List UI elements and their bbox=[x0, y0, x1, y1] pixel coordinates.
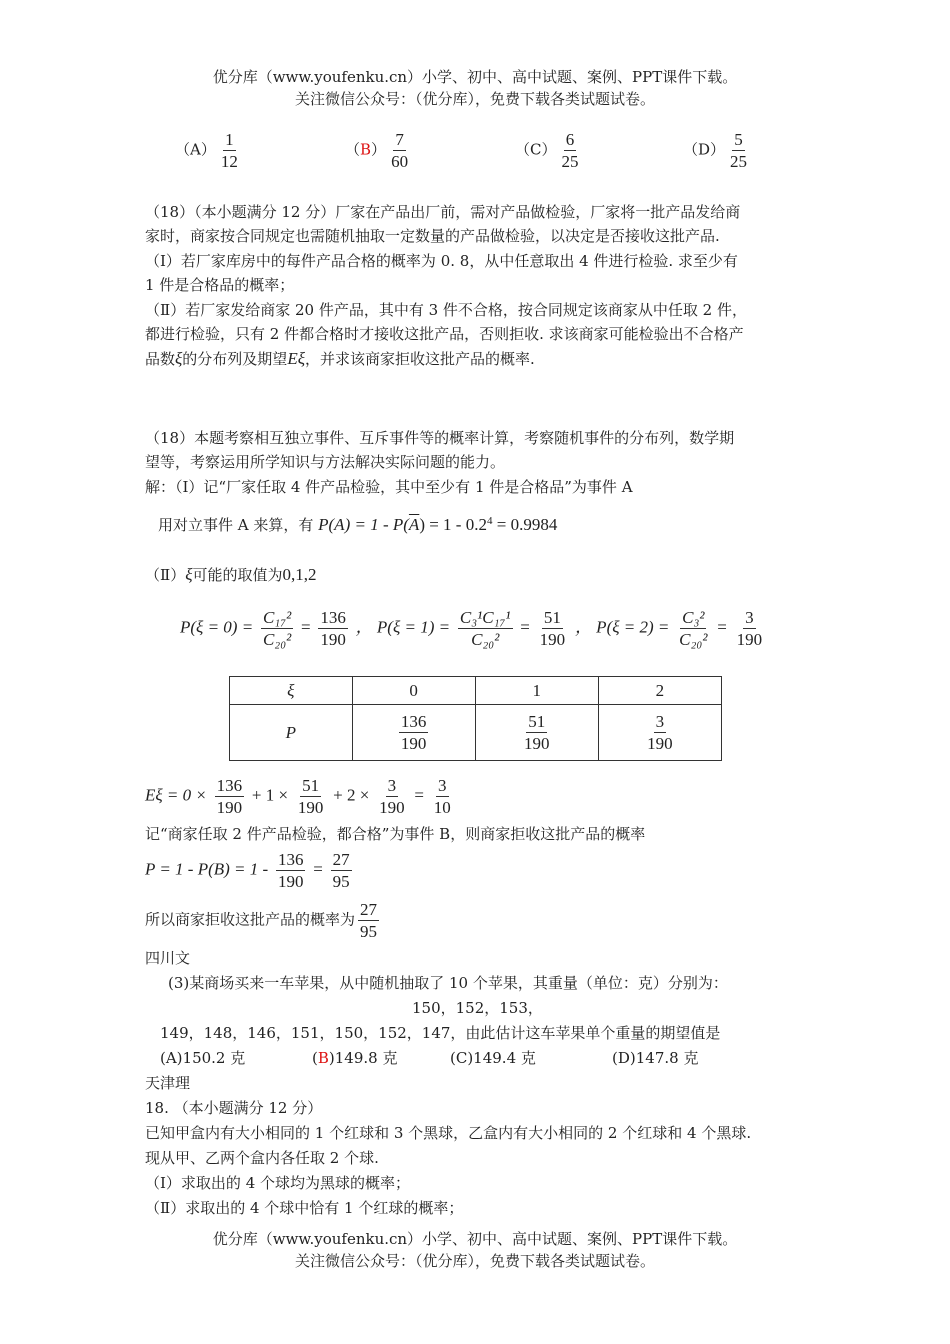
tianjin-line-4: （Ⅰ）求取出的 4 个球均为黑球的概率； bbox=[145, 1174, 411, 1192]
fraction-denominator: C₂₀² bbox=[262, 630, 292, 649]
fraction-denominator: 95 bbox=[360, 922, 378, 941]
text: 可能的取值为 bbox=[192, 566, 283, 584]
choice-fraction bbox=[389, 130, 410, 171]
complement-event: $\overline{A}$ bbox=[408, 515, 420, 534]
fraction-denominator: 190 bbox=[400, 734, 427, 753]
text: )149.8 克 bbox=[328, 1049, 398, 1067]
solution-line-4 bbox=[158, 509, 557, 537]
formula: ) = 1 - 0.2 bbox=[419, 515, 487, 534]
sichuan-option-a: (A)150.2 克 bbox=[160, 1049, 246, 1067]
sichuan-q-line-2: 150，152，153， bbox=[412, 999, 543, 1017]
q18-line-5: （Ⅱ）若厂家发给商家 20 件产品，其中有 3 件不合格，按合同规定该商家从中任取 2 件， bbox=[145, 301, 747, 319]
xi-symbol: ξ bbox=[175, 349, 183, 368]
fraction-numerator: C₃¹C₁₇¹ bbox=[459, 608, 511, 627]
fraction-numerator: 136 bbox=[320, 608, 346, 627]
header-line-2: 关注微信公众号：（优分库），免费下载各类试题试卷。 bbox=[294, 90, 655, 108]
xi-symbol: ξ bbox=[185, 565, 193, 584]
choice-label-close: ） bbox=[371, 140, 387, 159]
sichuan-q-line-3: 149，148，146，151，150，152，147，由此估计这车苹果单个重量的期望值是 bbox=[160, 1024, 721, 1042]
text: + 1 × bbox=[251, 785, 289, 805]
q18-line-2: 家时，商家按合同规定也需随机抽取一定数量的产品做检验，以决定是否接收这批产品. bbox=[145, 227, 720, 245]
fraction-denominator: 190 bbox=[647, 734, 673, 753]
fraction-denominator: 190 bbox=[297, 798, 324, 817]
fraction-numerator: 136 bbox=[277, 850, 304, 869]
fraction-numerator: 136 bbox=[216, 776, 243, 795]
table-header-cell: 0 bbox=[352, 677, 475, 705]
fraction-numerator: 136 bbox=[400, 712, 427, 731]
table-cell bbox=[475, 705, 598, 761]
table-cell bbox=[598, 705, 721, 761]
choice-b bbox=[345, 130, 413, 171]
footer-line-1: 优分库（www.youfenku.cn）小学、初中、高中试题、案例、PPT课件下载。 bbox=[212, 1230, 738, 1248]
tianjin-line-5: （Ⅱ）求取出的 4 个球中恰有 1 个红球的概率； bbox=[145, 1199, 464, 1217]
exponent: 4 bbox=[486, 515, 493, 527]
fraction-denominator: C₂₀² bbox=[679, 630, 708, 649]
fraction-numerator: 51 bbox=[528, 712, 546, 731]
q18-line-4: 1 件是合格品的概率； bbox=[145, 276, 295, 294]
fraction-denominator: 12 bbox=[220, 152, 238, 171]
sichuan-option-c: (C)149.4 克 bbox=[450, 1049, 536, 1067]
fraction-numerator: 3 bbox=[745, 608, 754, 627]
answer-letter: B bbox=[317, 1049, 329, 1067]
text: 的分布列及期望 bbox=[182, 350, 288, 368]
fraction-denominator: 190 bbox=[379, 798, 405, 817]
p2-lhs: ， P(ξ = 2) = bbox=[574, 617, 670, 637]
distribution-table bbox=[229, 676, 722, 761]
fraction-numerator: 27 bbox=[332, 850, 350, 869]
p0-value-fraction bbox=[318, 608, 348, 649]
choice-fraction bbox=[728, 130, 749, 171]
fraction-denominator: 190 bbox=[539, 630, 566, 649]
values: 0,1,2 bbox=[282, 565, 317, 584]
table-header-row bbox=[230, 677, 722, 705]
choice-a bbox=[175, 130, 243, 171]
fraction-denominator: 190 bbox=[736, 630, 763, 649]
text: = bbox=[313, 859, 323, 879]
fraction-numerator: 51 bbox=[302, 776, 320, 795]
fraction-denominator: 95 bbox=[332, 872, 350, 891]
fraction-numerator: 3 bbox=[438, 776, 447, 795]
table-header-xi: ξ bbox=[230, 677, 353, 705]
table-header-cell: 1 bbox=[475, 677, 598, 705]
p1-comb-fraction bbox=[458, 608, 513, 649]
solution-line-3: 解：（Ⅰ）记“厂家任取 4 件产品检验，其中至少有 1 件是合格品”为事件 A bbox=[145, 478, 633, 496]
p1-lhs: ， P(ξ = 1) = bbox=[355, 617, 451, 637]
choice-label: （D） bbox=[683, 140, 726, 159]
p0-lhs: P(ξ = 0) = bbox=[180, 617, 254, 637]
equals: = bbox=[301, 617, 311, 637]
sichuan-option-b bbox=[312, 1046, 397, 1070]
fraction-denominator: 10 bbox=[433, 798, 451, 817]
reject-line-1: 记“商家任取 2 件产品检验，都合格”为事件 B，则商家拒收这批产品的概率 bbox=[145, 825, 646, 843]
fraction-denominator: 25 bbox=[730, 152, 748, 171]
fraction-denominator: 25 bbox=[561, 152, 579, 171]
text: P = 1 - P(B) = 1 - bbox=[145, 859, 269, 879]
q18-line-6: 都进行检验，只有 2 件都合格时才接收这批产品，否则拒收. 求该商家可能检验出不合格产 bbox=[145, 325, 744, 343]
fraction-numerator: 3 bbox=[387, 776, 397, 795]
choice-label-open: （ bbox=[345, 140, 361, 159]
fraction-numerator: 7 bbox=[395, 130, 404, 149]
reject-formula bbox=[145, 850, 355, 891]
p2-value-fraction bbox=[735, 608, 765, 649]
section-title-sichuan: 四川文 bbox=[145, 949, 191, 967]
fraction-denominator: 190 bbox=[524, 734, 550, 753]
text: 用对立事件 A 来算，有 bbox=[158, 516, 319, 534]
solution-line-2: 望等，考察运用所学知识与方法解决实际问题的能力。 bbox=[145, 453, 506, 471]
tianjin-line-3: 现从甲、乙两个盒内各任取 2 个球. bbox=[145, 1149, 379, 1167]
p0-comb-fraction bbox=[261, 608, 293, 649]
sichuan-option-d: (D)147.8 克 bbox=[612, 1049, 699, 1067]
formula: P(A) = 1 - P( bbox=[318, 515, 409, 534]
text: = bbox=[414, 785, 425, 805]
reject-conclusion bbox=[145, 900, 382, 941]
fraction-numerator: C₃² bbox=[682, 608, 705, 627]
tianjin-line-2: 已知甲盒内有大小相同的 1 个红球和 3 个黑球，乙盒内有大小相同的 2 个红球和 4 个黑球. bbox=[145, 1124, 752, 1142]
choice-fraction bbox=[219, 130, 240, 171]
formula: = 0.9984 bbox=[492, 515, 558, 534]
fraction-numerator: C₁₇² bbox=[262, 608, 292, 627]
solution-line-5 bbox=[145, 563, 317, 587]
fraction-numerator: 1 bbox=[225, 130, 234, 149]
table-cell bbox=[352, 705, 475, 761]
fraction-denominator: C₂₀² bbox=[471, 630, 500, 649]
q18-line-3: （Ⅰ）若厂家库房中的每件产品合格的概率为 0. 8，从中任意取出 4 件进行检验. 求至少有 bbox=[145, 252, 738, 270]
fraction-numerator: 3 bbox=[655, 712, 665, 731]
choice-d bbox=[683, 130, 752, 171]
q18-line-7 bbox=[145, 347, 535, 371]
fraction-denominator: 60 bbox=[391, 152, 409, 171]
choice-label: （A） bbox=[175, 140, 216, 159]
table-header-cell: 2 bbox=[598, 677, 721, 705]
text: + 2 × bbox=[333, 785, 370, 805]
p1-value-fraction bbox=[538, 608, 568, 649]
text: Eξ = 0 × bbox=[145, 785, 207, 805]
fraction-denominator: 190 bbox=[216, 798, 243, 817]
fraction-numerator: 27 bbox=[360, 900, 378, 919]
choice-label: （C） bbox=[515, 140, 557, 159]
equals: = bbox=[520, 617, 530, 637]
table-row bbox=[230, 705, 722, 761]
fraction-numerator: 5 bbox=[734, 130, 743, 149]
choice-c bbox=[515, 130, 583, 171]
fraction-numerator: 51 bbox=[543, 608, 561, 627]
expectation-symbol: Eξ bbox=[287, 349, 305, 368]
footer-line-2: 关注微信公众号：（优分库），免费下载各类试题试卷。 bbox=[294, 1252, 655, 1270]
text: ，并求该商家拒收这批产品的概率. bbox=[304, 350, 535, 368]
q18-line-1: （18）（本小题满分 12 分）厂家在产品出厂前，需对产品做检验，厂家将一批产品发给商 bbox=[145, 203, 741, 221]
tianjin-line-1: 18. （本小题满分 12 分） bbox=[145, 1099, 323, 1117]
header-line-1: 优分库（www.youfenku.cn）小学、初中、高中试题、案例、PPT课件下载。 bbox=[212, 68, 738, 86]
section-title-tianjin: 天津理 bbox=[145, 1074, 191, 1092]
expectation-formula bbox=[145, 776, 456, 817]
text: 品数 bbox=[145, 350, 176, 368]
fraction-numerator: 6 bbox=[565, 130, 575, 149]
p2-comb-fraction bbox=[677, 608, 709, 649]
sichuan-q-line-1: (3)某商场买来一车苹果，从中随机抽取了 10 个苹果，其重量（单位：克）分别为： bbox=[168, 974, 728, 992]
probability-formulas bbox=[180, 608, 767, 649]
solution-line-1: （18）本题考察相互独立事件、互斥事件等的概率计算，考察随机事件的分布列，数学期 bbox=[145, 429, 735, 447]
text: ( bbox=[312, 1049, 318, 1067]
text: 所以商家拒收这批产品的概率为 bbox=[145, 910, 356, 929]
choice-fraction bbox=[559, 130, 580, 171]
table-row-label: P bbox=[230, 705, 353, 761]
equals: = bbox=[717, 617, 727, 637]
choice-label-letter: B bbox=[360, 140, 372, 159]
fraction-denominator: 190 bbox=[277, 872, 304, 891]
fraction-denominator: 190 bbox=[320, 630, 346, 649]
text: （Ⅱ） bbox=[145, 566, 186, 584]
